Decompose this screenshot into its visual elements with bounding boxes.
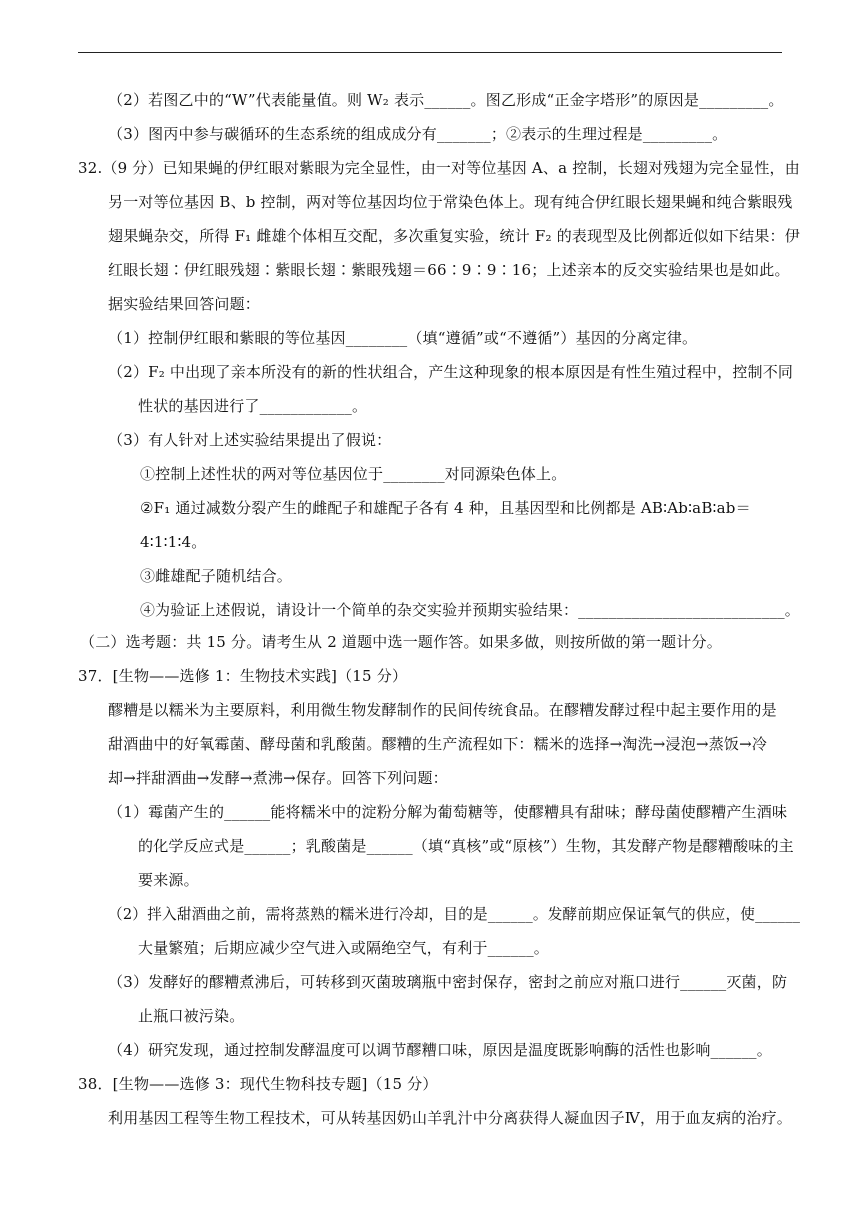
q37-part1-line1: （1）霉菌产生的______能将糯米中的淀粉分解为葡萄糖等，使醪糟具有甜味；酵母菌使醪糟产生酒味 <box>108 803 788 821</box>
q32-hypothesis-3: ③雌雄配子随机结合。 <box>140 567 293 585</box>
q32-part2-line1: （2）F₂ 中出现了亲本所没有的新的性状组合，产生这种现象的根本原因是有性生殖过程中，控制不同 <box>108 363 794 381</box>
q37-stem-line2: 甜酒曲中的好氧霉菌、酵母菌和乳酸菌。醪糟的生产流程如下：糯米的选择→淘洗→浸泡→蒸饭→冷 <box>108 735 768 753</box>
q32-part2-line2: 性状的基因进行了____________。 <box>138 397 368 415</box>
q37-part2-line2: 大量繁殖；后期应减少空气进入或隔绝空气，有利于______。 <box>138 939 550 957</box>
header-rule <box>78 52 782 53</box>
q37-part3-line1: （3）发酵好的醪糟煮沸后，可转移到灭菌玻璃瓶中密封保存，密封之前应对瓶口进行______灭菌，防 <box>108 973 788 991</box>
q32-stem-line1: 32.（9 分）已知果蝇的伊红眼对紫眼为完全显性，由一对等位基因 A、a 控制，长翅对残翅为完全显性，由 <box>78 159 800 177</box>
q32-stem-line2: 另一对等位基因 B、b 控制，两对等位基因均位于常染色体上。现有纯合伊红眼长翅果蝇和纯合紫眼残 <box>108 193 793 211</box>
q37-part1-line2: 的化学反应式是______；乳酸菌是______（填“真核”或“原核”）生物，其发酵产物是醪糟酸味的主 <box>138 837 794 855</box>
q32-hypothesis-1: ①控制上述性状的两对等位基因位于________对同源染色体上。 <box>140 465 567 483</box>
q32-part1: （1）控制伊红眼和紫眼的等位基因________（填“遵循”或“不遵循”）基因的分离定律。 <box>108 329 698 347</box>
q38-title: 38．[生物——选修 3：现代生物科技专题]（15 分） <box>78 1075 438 1093</box>
q31-part2: （2）若图乙中的“W”代表能量值。则 W₂ 表示______。图乙形成“正金字塔形”的原因是_________。 <box>108 91 784 109</box>
q37-part2-line1: （2）拌入甜酒曲之前，需将蒸熟的糯米进行冷却，目的是______。发酵前期应保证氧气的供应，使______ <box>108 905 801 923</box>
q32-hypothesis-2-line2: 4∶1∶1∶4。 <box>140 533 207 551</box>
q32-stem-line4: 红眼长翅∶伊红眼残翅∶紫眼长翅∶紫眼残翅＝66∶9∶9∶16；上述亲本的反交实验结果也是如此。 <box>108 261 790 279</box>
q32-hypothesis-2-line1: ②F₁ 通过减数分裂产生的雌配子和雄配子各有 4 种，且基因型和比例都是 AB∶Ab∶aB∶ab＝ <box>140 499 751 517</box>
q31-part3: （3）图丙中参与碳循环的生态系统的组成成分有_______；②表示的生理过程是_________。 <box>108 125 728 143</box>
q32-stem-line3: 翅果蝇杂交，所得 F₁ 雌雄个体相互交配，多次重复实验，统计 F₂ 的表现型及比例都近似如下结果：伊 <box>108 227 800 245</box>
q37-stem-line1: 醪糟是以糯米为主要原料，利用微生物发酵制作的民间传统食品。在醪糟发酵过程中起主要作用的是 <box>108 701 777 719</box>
q37-part3-line2: 止瓶口被污染。 <box>138 1007 245 1025</box>
q32-prompt: 据实验结果回答问题： <box>108 295 261 313</box>
q37-part4: （4）研究发现，通过控制发酵温度可以调节醪糟口味，原因是温度既影响酶的活性也影响______。 <box>108 1041 772 1059</box>
q37-part1-line3: 要来源。 <box>138 871 199 889</box>
q37-stem-line3: 却→拌甜酒曲→发酵→煮沸→保存。回答下列问题： <box>108 769 448 787</box>
q37-title: 37．[生物——选修 1：生物技术实践]（15 分） <box>78 667 408 685</box>
q32-part3: （3）有人针对上述实验结果提出了假说： <box>108 431 392 449</box>
q38-stem-line1: 利用基因工程等生物工程技术，可从转基因奶山羊乳汁中分离获得人凝血因子Ⅳ，用于血友病的治疗。 <box>108 1109 792 1127</box>
q32-hypothesis-4: ④为验证上述假说，请设计一个简单的杂交实验并预期实验结果：___________________________。 <box>140 601 800 619</box>
section-elective-heading: （二）选考题：共 15 分。请考生从 2 道题中选一题作答。如果多做，则按所做的第一题计分。 <box>80 633 722 651</box>
